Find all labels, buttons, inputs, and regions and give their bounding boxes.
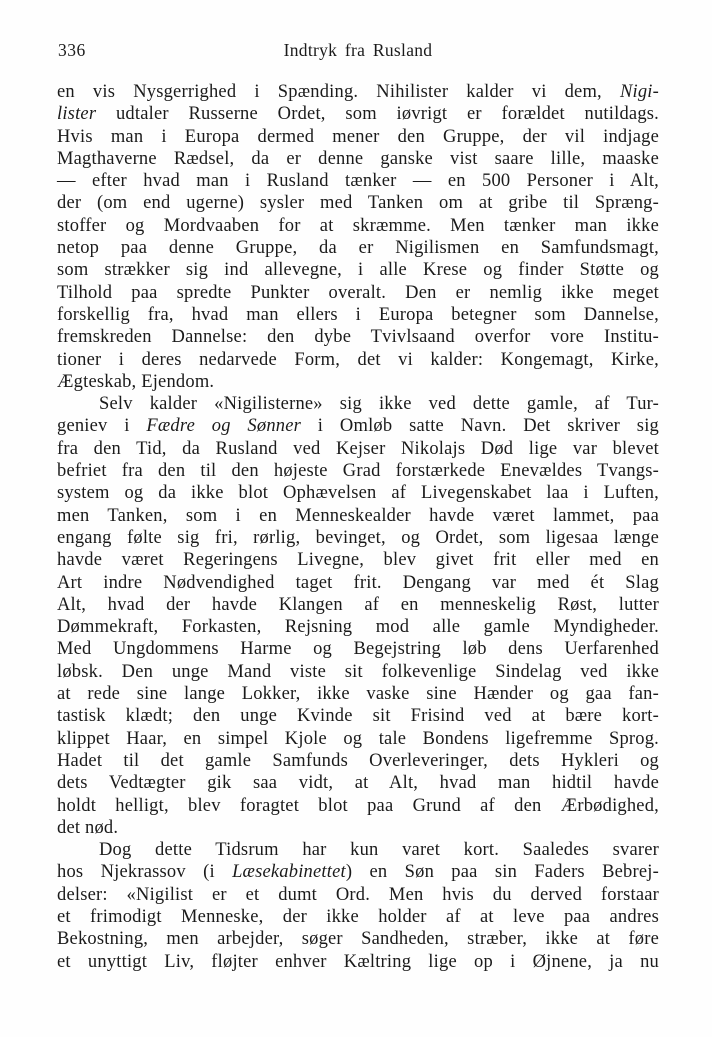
text-line [57, 527, 659, 549]
text-segment: fra den Tid, da Rusland ved Kejser Nikolajs Død lige var blevet [57, 438, 659, 459]
text-segment: netop paa denne Gruppe, da er Nigilismen en Samfundsmagt, [57, 238, 659, 259]
text-segment: Selv kalder «Nigilisterne» sig ikke ved dette gamle, af Tur- [99, 394, 659, 415]
text-segment: en vis Nysgerrighed i Spænding. Nihilister kalder vi dem, [57, 82, 620, 102]
text-segment: Magthaverne Rædsel, da er denne ganske vist saare lille, maaske [57, 148, 659, 169]
text-line [57, 728, 659, 750]
text-segment: et unyttigt Liv, fløjter enhver Kæltring lige op i Øjnene, ja nu [57, 951, 659, 972]
text-line [57, 81, 659, 103]
text-line [57, 928, 659, 950]
text-line [57, 638, 659, 660]
text-line [57, 415, 659, 437]
text-segment: et frimodigt Menneske, der ikke holder af at leve paa andres [57, 906, 659, 927]
text-line [57, 170, 659, 192]
text-line [57, 861, 659, 883]
text-line [57, 795, 659, 817]
text-line [57, 371, 659, 393]
text-segment: Dømmekraft, Forkasten, Rejsning mod alle gamle Myndigheder. [57, 617, 659, 638]
italic-text-segment: Fædre og Sønner [146, 416, 302, 437]
page-number: 336 [58, 40, 86, 60]
text-segment: Hvis man i Europa dermed mener den Gruppe, der vil indjage [57, 126, 659, 147]
text-line [57, 750, 659, 772]
text-segment: havde været Regeringens Livegne, blev givet frit eller med en [57, 550, 659, 571]
text-segment: tastisk klædt; den unge Kvinde sit Frisind ved at bære kort- [57, 706, 659, 727]
text-segment: Art indre Nødvendighed taget frit. Dengang var med ét Slag [57, 572, 659, 593]
text-segment: delser: «Nigilist er et dumt Ord. Men hvis du derved forstaar [57, 884, 659, 905]
page-header [57, 40, 659, 62]
text-line [57, 505, 659, 527]
text-segment: der (om end ugerne) sysler med Tanken om at gribe til Spræng- [57, 193, 659, 214]
running-title: Indtryk fra Rusland [283, 40, 433, 60]
text-segment: tioner i deres nedarvede Form, det vi kalder: Kongemagt, Kirke, [57, 349, 659, 370]
text-segment: at rede sine lange Lokker, ikke vaske sine Hænder og gaa fan- [57, 684, 659, 705]
text-line [57, 772, 659, 794]
italic-text-segment: Læsekabinettet [232, 862, 346, 883]
text-line [57, 148, 659, 170]
text-line [57, 103, 659, 125]
text-segment: i Omløb satte Navn. Det skriver sig [301, 416, 659, 437]
text-line [57, 683, 659, 705]
text-segment: Ægteskab, Ejendom. [57, 371, 215, 392]
text-line [57, 549, 659, 571]
page-body [57, 81, 659, 973]
text-line [57, 259, 659, 281]
text-line [57, 126, 659, 148]
text-line [57, 215, 659, 237]
text-segment: løbsk. Den unge Mand viste sit folkevenlige Sindelag ved ikke [57, 661, 659, 682]
text-line [57, 594, 659, 616]
text-segment: det nød. [57, 817, 119, 838]
text-segment: klippet Haar, en simpel Kjole og tale Bondens ligefremme Sprog. [57, 728, 659, 749]
text-segment: Hadet til det gamle Samfunds Overleveringer, dets Hykleri og [57, 750, 659, 771]
text-line [57, 616, 659, 638]
text-line [57, 661, 659, 683]
text-line [57, 906, 659, 928]
text-line [57, 482, 659, 504]
text-segment: dets Vedtægter gik saa vidt, at Alt, hvad man hidtil havde [57, 773, 659, 794]
italic-text-segment: lister [57, 104, 97, 125]
text-segment: forskellig fra, hvad man ellers i Europa betegner som Dannelse, [57, 304, 659, 325]
text-line [57, 237, 659, 259]
text-line [57, 192, 659, 214]
text-segment: — efter hvad man i Rusland tænker — en 500 Personer i Alt, [57, 171, 659, 192]
text-segment: fremskreden Dannelse: den dybe Tvivlsaand overfor vore Institu- [57, 327, 659, 348]
text-segment: udtaler Russerne Ordet, som iøvrigt er forældet nutildags. [96, 104, 659, 125]
text-segment: stoffer og Mordvaaben for at skræmme. Men tænker man ikke [57, 215, 659, 236]
text-segment: geniev i [57, 416, 147, 437]
text-segment: Alt, hvad der havde Klangen af en menneskelig Røst, lutter [57, 594, 659, 615]
text-line [57, 951, 659, 973]
text-line [57, 349, 659, 371]
text-line [57, 438, 659, 460]
text-segment: Dog dette Tidsrum har kun varet kort. Saaledes svarer [99, 840, 659, 861]
text-segment: men Tanken, som i en Menneskealder havde været lammet, paa [57, 505, 659, 526]
text-segment: holdt helligt, blev foragtet blot paa Grund af den Ærbødighed, [57, 795, 659, 816]
text-segment: system og da ikke blot Ophævelsen af Livegenskabet laa i Luften, [57, 483, 659, 504]
text-line [57, 460, 659, 482]
text-segment: som strækker sig ind allevegne, i alle Krese og finder Støtte og [57, 260, 659, 281]
italic-text-segment: Nigi- [619, 82, 659, 102]
text-line [57, 393, 659, 415]
text-line [57, 572, 659, 594]
text-line [57, 839, 659, 861]
text-segment: hos Njekrassov (i [57, 862, 233, 883]
text-segment: engang følte sig fri, rørlig, bevinget, og Ordet, som ligesaa længe [57, 527, 659, 548]
text-line [57, 705, 659, 727]
text-segment: Tilhold paa spredte Punkter overalt. Den er nemlig ikke meget [57, 282, 659, 303]
text-line [57, 326, 659, 348]
text-segment: Med Ungdommens Harme og Begejstring løb dens Uerfarenhed [57, 639, 659, 660]
text-line [57, 817, 659, 839]
text-segment: Bekostning, men arbejder, søger Sandheden, stræber, ikke at føre [57, 929, 659, 950]
text-line [57, 282, 659, 304]
text-line [57, 304, 659, 326]
text-segment: befriet fra den til den højeste Grad forstærkede Enevældes Tvangs- [57, 461, 659, 482]
text-segment: ) en Søn paa sin Faders Bebrej- [345, 862, 659, 883]
text-line [57, 884, 659, 906]
